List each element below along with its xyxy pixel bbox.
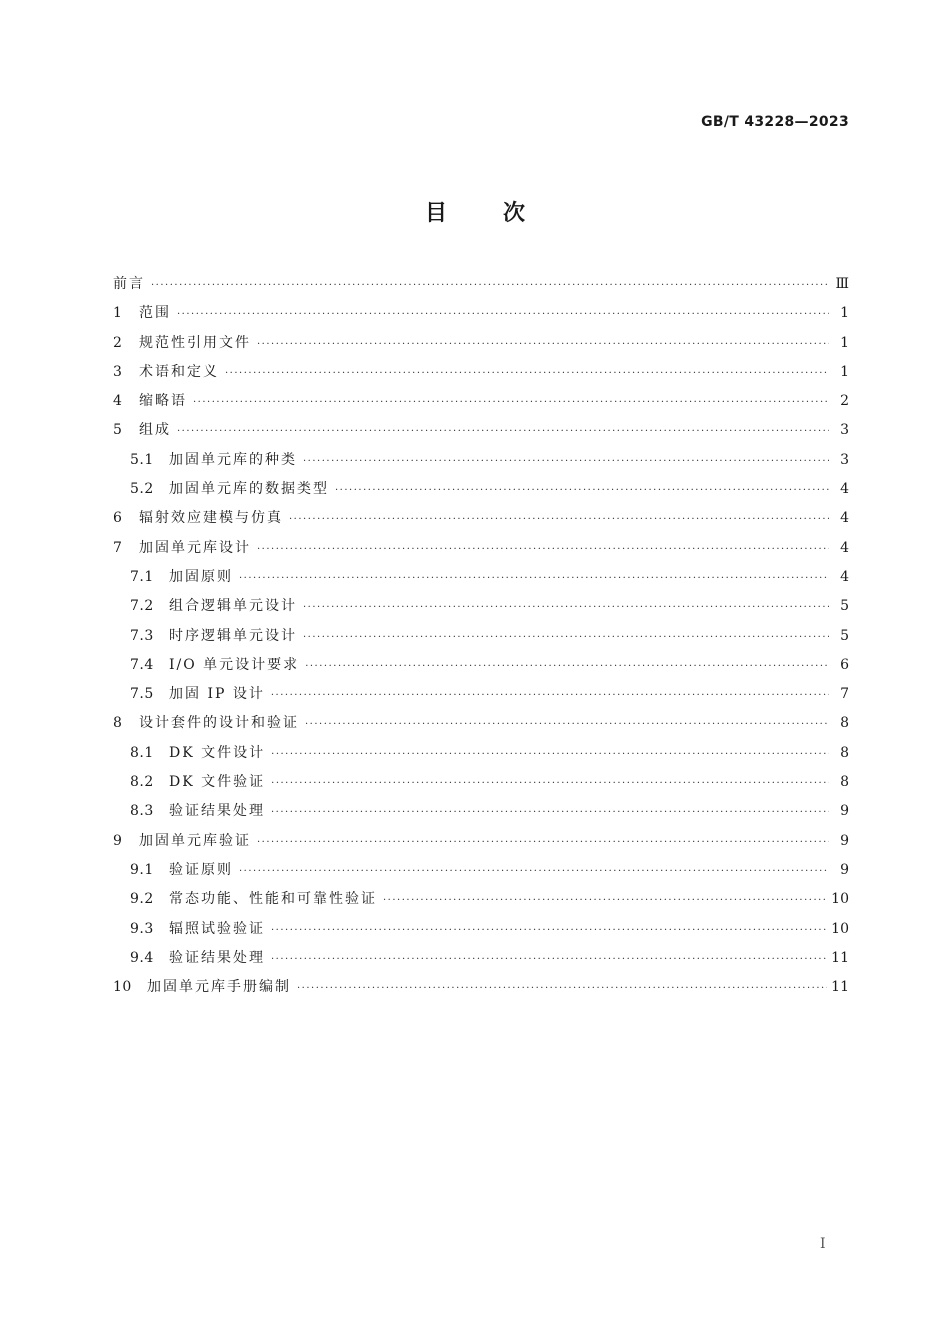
- toc-entry-page: 1: [840, 305, 849, 322]
- toc-entry-label: 加固原则: [169, 568, 233, 585]
- page-number: Ⅰ: [820, 1236, 826, 1252]
- toc-entry-label: 加固单元库设计: [139, 539, 251, 556]
- toc-leader-dots: [271, 740, 829, 768]
- toc-entry-label: 术语和定义: [139, 363, 219, 380]
- toc-entry-label: 规范性引用文件: [139, 334, 251, 351]
- toc-entry-number: 7.3: [130, 627, 154, 644]
- toc-subentry[interactable]: [113, 680, 849, 709]
- toc-entry-number: 7.5: [130, 686, 154, 703]
- toc-entry-label: 加固单元库手册编制: [147, 979, 291, 996]
- toc-entry-number: 8.2: [130, 774, 154, 791]
- toc-entry-number: 8: [113, 715, 123, 732]
- toc-entry-number: 5.1: [130, 451, 154, 468]
- toc-subentry[interactable]: [113, 768, 849, 797]
- toc-entry-label: 验证原则: [169, 861, 233, 878]
- toc-leader-dots: [177, 300, 829, 328]
- toc-entry-page: 4: [840, 481, 849, 498]
- toc-entry-number: 2: [113, 334, 123, 351]
- toc-leader-dots: [271, 769, 829, 797]
- toc-entry-label: DK 文件设计: [169, 744, 266, 761]
- toc-leader-dots: [257, 535, 829, 563]
- toc-entry-label: 前言: [113, 276, 145, 292]
- toc-subentry[interactable]: [113, 651, 849, 680]
- toc-entry[interactable]: [113, 973, 849, 1002]
- toc-subentry[interactable]: [113, 563, 849, 592]
- toc-entry-label: 加固单元库的种类: [169, 451, 297, 468]
- toc-entry-number: 7.2: [130, 598, 154, 615]
- toc-leader-dots: [335, 476, 829, 504]
- toc-entry-page: 8: [840, 715, 849, 732]
- toc-subentry[interactable]: [113, 739, 849, 768]
- toc-leader-dots: [383, 886, 827, 914]
- toc-subentry[interactable]: [113, 446, 849, 475]
- toc-entry-number: 6: [113, 510, 123, 527]
- toc-entry-number: 5.2: [130, 481, 154, 498]
- toc-entry-page: 4: [840, 568, 849, 585]
- toc-entry-number: 9.1: [130, 861, 154, 878]
- toc-leader-dots: [151, 271, 829, 299]
- toc-entry-label: 组成: [139, 422, 171, 439]
- toc-entry-number: 9.4: [130, 949, 154, 966]
- toc-entry[interactable]: [113, 270, 849, 299]
- toc-entry-page: 8: [840, 774, 849, 791]
- toc-leader-dots: [305, 652, 829, 680]
- toc-entry-label: 时序逻辑单元设计: [169, 627, 297, 644]
- toc-subentry[interactable]: [113, 622, 849, 651]
- toc-entry-number: 9.3: [130, 920, 154, 937]
- toc-leader-dots: [257, 330, 829, 358]
- toc-leader-dots: [257, 828, 829, 856]
- toc-entry-page: 8: [840, 744, 849, 761]
- toc-entry[interactable]: [113, 358, 849, 387]
- toc-leader-dots: [177, 417, 829, 445]
- toc-entry-page: 10: [831, 920, 849, 937]
- toc-leader-dots: [271, 945, 827, 973]
- page-title: 目次: [424, 201, 581, 226]
- toc-subentry[interactable]: [113, 797, 849, 826]
- toc-entry[interactable]: [113, 827, 849, 856]
- toc-entry-label: 常态功能、性能和可靠性验证: [169, 891, 377, 908]
- toc-subentry[interactable]: [113, 856, 849, 885]
- toc-entry[interactable]: [113, 387, 849, 416]
- toc-entry-label: 加固 IP 设计: [169, 686, 265, 703]
- toc-entry-label: I/O 单元设计要求: [169, 656, 300, 673]
- toc-entry-label: 验证结果处理: [169, 803, 265, 820]
- toc-entry-number: 8.3: [130, 803, 154, 820]
- toc-leader-dots: [303, 447, 829, 475]
- standard-number: GB/T 43228—2023: [701, 114, 849, 130]
- toc-entry-page: 2: [840, 393, 849, 410]
- toc-entry-page: 4: [840, 510, 849, 527]
- toc-entry-page: 6: [840, 656, 849, 673]
- table-of-contents: [113, 270, 849, 1002]
- toc-leader-dots: [239, 857, 829, 885]
- toc-entry-number: 7: [113, 539, 123, 556]
- toc-entry-label: 范围: [139, 305, 171, 322]
- toc-entry[interactable]: [113, 416, 849, 445]
- toc-subentry[interactable]: [113, 885, 849, 914]
- toc-entry-label: 加固单元库的数据类型: [169, 481, 329, 498]
- toc-entry-page: 9: [840, 803, 849, 820]
- toc-entry-page: 11: [831, 949, 849, 966]
- toc-leader-dots: [271, 681, 829, 709]
- toc-entry-label: 设计套件的设计和验证: [139, 715, 299, 732]
- toc-leader-dots: [239, 564, 829, 592]
- toc-subentry[interactable]: [113, 592, 849, 621]
- toc-entry-number: 7.4: [130, 656, 154, 673]
- toc-entry-number: 10: [113, 979, 132, 996]
- toc-entry-page: 4: [840, 539, 849, 556]
- toc-entry-page: 10: [831, 891, 849, 908]
- toc-entry-page: 9: [840, 861, 849, 878]
- toc-entry-page: 1: [840, 363, 849, 380]
- toc-entry-label: DK 文件验证: [169, 774, 266, 791]
- toc-entry-page: 3: [840, 422, 849, 439]
- toc-leader-dots: [303, 623, 829, 651]
- toc-entry-page: 5: [840, 598, 849, 615]
- toc-entry-page: 11: [831, 979, 849, 996]
- toc-entry-page: 7: [840, 686, 849, 703]
- toc-entry-label: 辐射效应建模与仿真: [139, 510, 283, 527]
- toc-entry-page: 5: [840, 627, 849, 644]
- toc-entry[interactable]: [113, 504, 849, 533]
- toc-entry-number: 3: [113, 363, 123, 380]
- toc-entry-number: 4: [113, 393, 123, 410]
- toc-entry-page: 9: [840, 832, 849, 849]
- toc-entry-number: 1: [113, 305, 123, 322]
- toc-subentry[interactable]: [113, 915, 849, 944]
- toc-subentry[interactable]: [113, 475, 849, 504]
- toc-leader-dots: [271, 798, 829, 826]
- toc-entry-number: 8.1: [130, 744, 154, 761]
- toc-entry-number: 9: [113, 832, 123, 849]
- toc-entry-label: 辐照试验验证: [169, 920, 265, 937]
- toc-leader-dots: [297, 974, 827, 1002]
- toc-entry-label: 加固单元库验证: [139, 832, 251, 849]
- toc-entry[interactable]: [113, 709, 849, 738]
- toc-leader-dots: [225, 359, 829, 387]
- toc-entry[interactable]: [113, 299, 849, 328]
- toc-entry-page: 3: [840, 451, 849, 468]
- toc-entry[interactable]: [113, 534, 849, 563]
- toc-leader-dots: [193, 388, 829, 416]
- toc-entry-label: 验证结果处理: [169, 949, 265, 966]
- toc-entry-number: 9.2: [130, 891, 154, 908]
- toc-leader-dots: [305, 710, 829, 738]
- toc-leader-dots: [289, 505, 829, 533]
- toc-entry-page: Ⅲ: [835, 276, 849, 292]
- toc-subentry[interactable]: [113, 944, 849, 973]
- toc-entry-label: 组合逻辑单元设计: [169, 598, 297, 615]
- toc-entry-number: 7.1: [130, 568, 154, 585]
- toc-entry[interactable]: [113, 329, 849, 358]
- toc-leader-dots: [303, 593, 829, 621]
- toc-entry-label: 缩略语: [139, 393, 187, 410]
- toc-leader-dots: [271, 916, 827, 944]
- toc-entry-page: 1: [840, 334, 849, 351]
- toc-entry-number: 5: [113, 422, 123, 439]
